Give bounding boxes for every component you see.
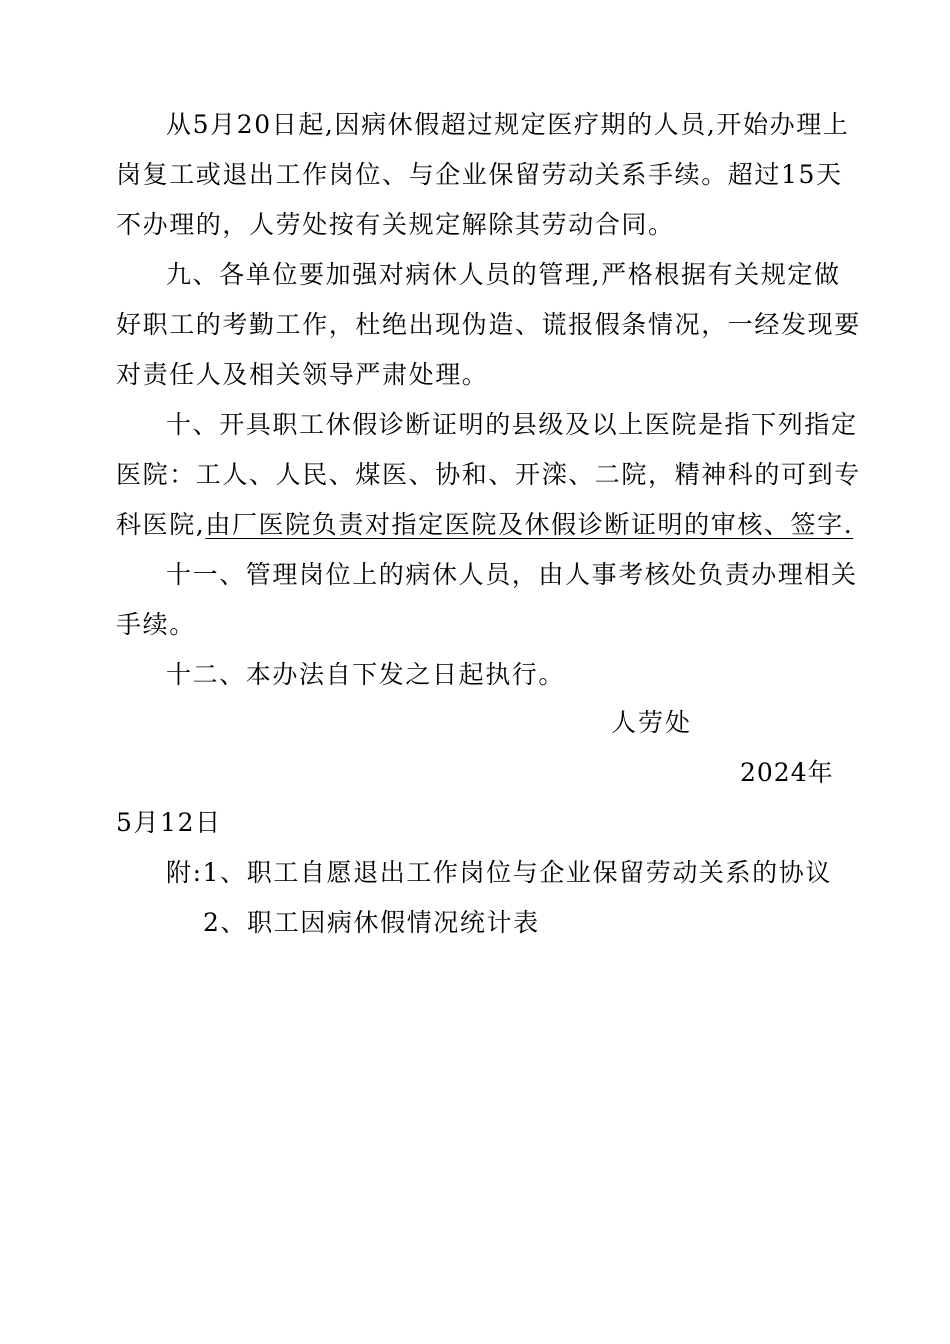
attachment-item: 附:1、职工自愿退出工作岗位与企业保留劳动关系的协议 [166, 858, 832, 887]
underlined-text: 由厂医院负责对指定医院及休假诊断证明的审核、签字. [205, 510, 854, 539]
paragraph-line: 九、各单位要加强对病休人员的管理,严格根据有关规定做 [166, 260, 841, 289]
paragraph-line: 十二、本办法自下发之日起执行。 [166, 660, 566, 689]
paragraph-line: 十一、管理岗位上的病休人员，由人事考核处负责办理相关 [166, 560, 858, 589]
paragraph-text: 科医院, [116, 510, 206, 539]
attachment-item: 2、职工因病休假情况统计表 [203, 908, 540, 937]
paragraph-line: 手续。 [116, 610, 196, 639]
paragraph-line [116, 510, 853, 540]
paragraph-line: 从5月20日起,因病休假超过规定医疗期的人员,开始办理上 [166, 110, 850, 139]
issuer-signature: 人劳处 [611, 708, 693, 737]
date-month-day: 5月12日 [116, 808, 222, 837]
date-year: 2024年 [740, 758, 834, 787]
paragraph-line: 医院：工人、人民、煤医、协和、开滦、二院，精神科的可到专 [116, 460, 861, 489]
paragraph-line: 对责任人及相关领导严肃处理。 [116, 360, 489, 389]
paragraph-line: 十、开具职工休假诊断证明的县级及以上医院是指下列指定 [166, 410, 858, 439]
paragraph-line: 不办理的，人劳处按有关规定解除其劳动合同。 [116, 210, 675, 239]
paragraph-line: 好职工的考勤工作，杜绝出现伪造、谎报假条情况，一经发现要 [116, 310, 861, 339]
paragraph-line: 岗复工或退出工作岗位、与企业保留劳动关系手续。超过15天 [116, 160, 843, 189]
